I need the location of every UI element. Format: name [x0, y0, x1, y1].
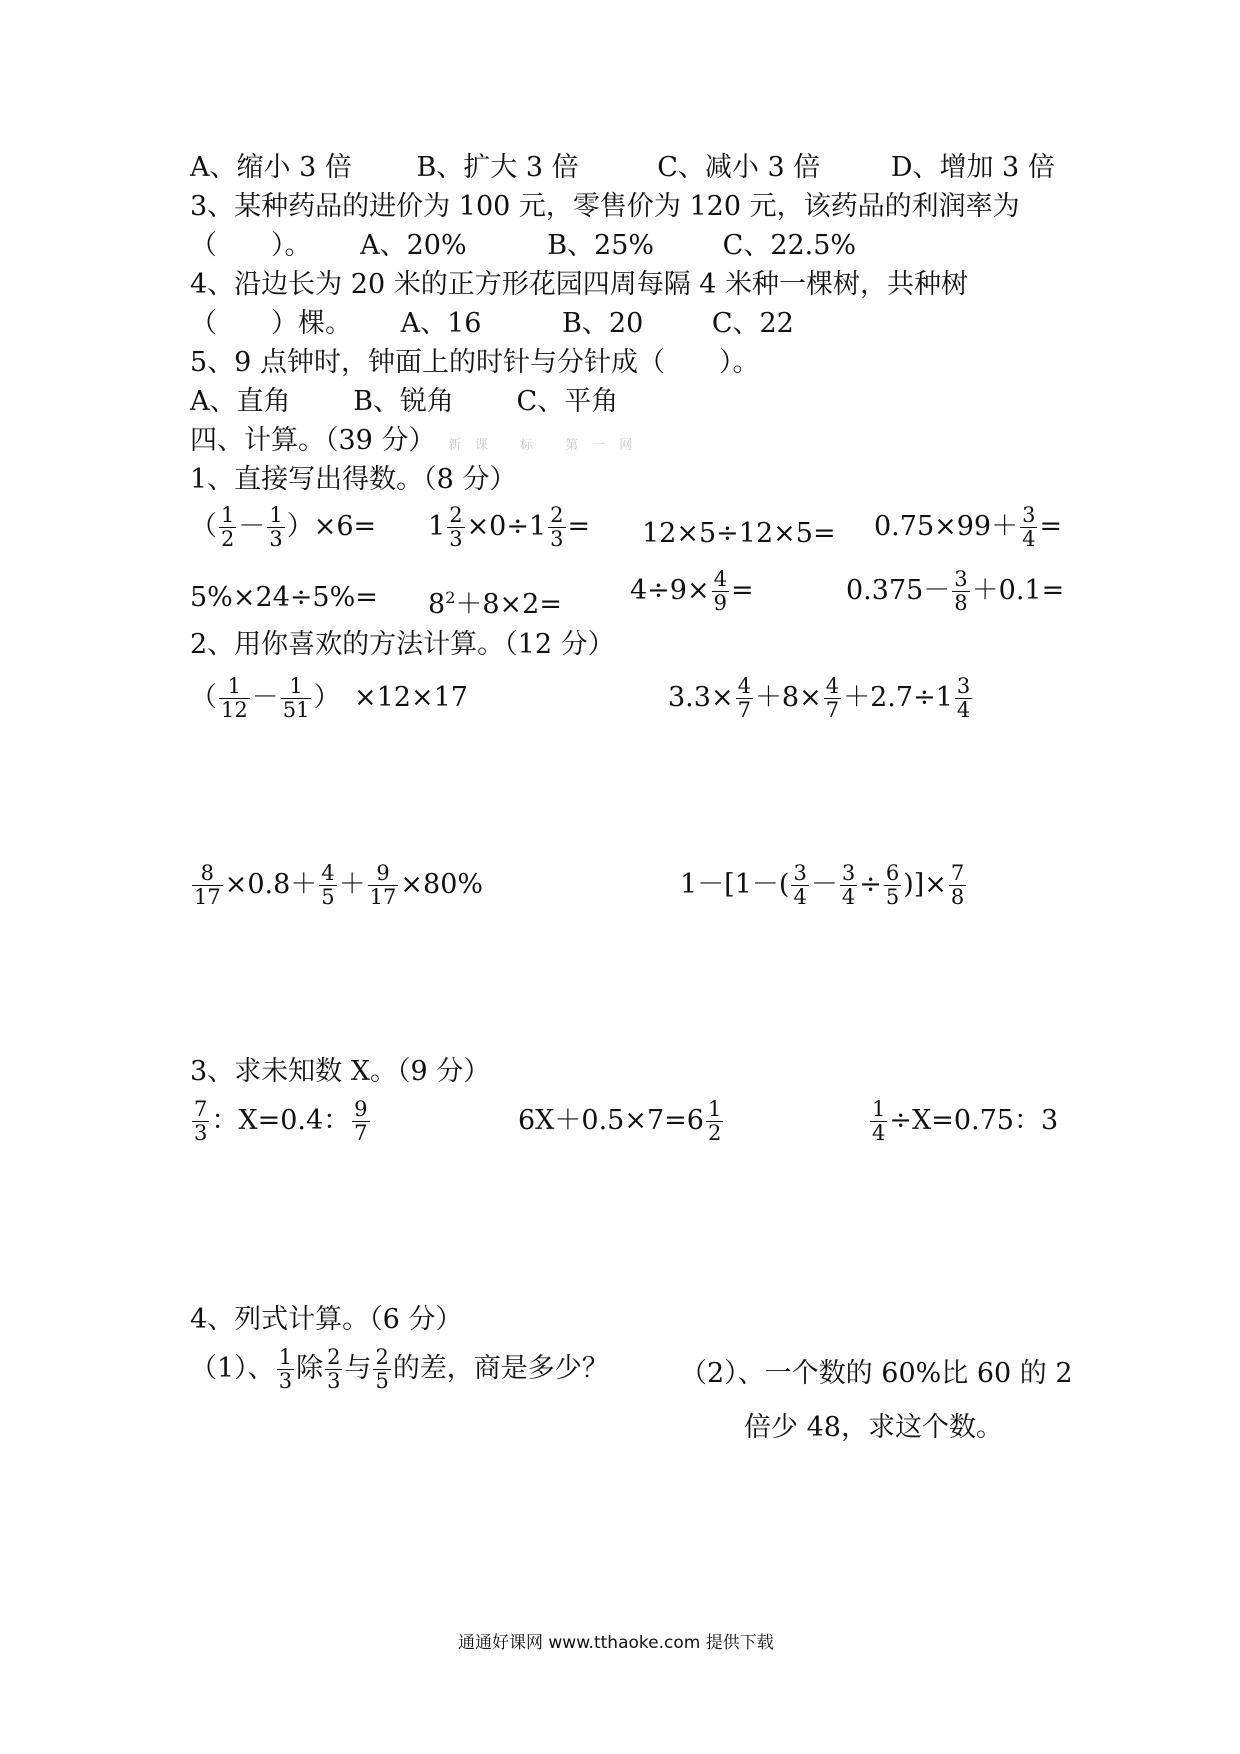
q5-option-c: C、平角 — [516, 386, 619, 417]
q3-stem: 3、某种药品的进价为 100 元，零售价为 120 元，该药品的利润率为 — [190, 191, 1020, 222]
q4-stem: 4、沿边长为 20 米的正方形花园四周每隔 4 米种一棵树，共种树 — [190, 269, 969, 300]
page-footer: 通通好课网 www.tthaoke.com 提供下载 — [458, 1633, 774, 1653]
part1-expr-3: 12×5÷12×5= — [642, 518, 836, 549]
q4-option-b: B、20 — [562, 308, 644, 339]
part4-p1-suffix: 的差，商是多少？ — [392, 1353, 609, 1384]
q3-blank: （ ）。 — [190, 230, 312, 261]
part4-problem-2-line1: （2）、一个数的 60%比 60 的 2 — [680, 1358, 1073, 1389]
q4-choices — [190, 306, 794, 342]
part1-expr-6: $8^2+8\times 2=$ — [428, 588, 562, 620]
part4-title: 4、列式计算。（6 分） — [190, 1304, 463, 1335]
q2-option-d: D、增加 3 倍 — [890, 152, 1055, 183]
part4-p1-word-divide: 除 — [296, 1353, 324, 1384]
part4-problem-1: （1）、 $\frac{1}{3}$ 除 $\frac{2}{3}$ 与 $\frac{2}{5}$ 的差，商是多少？ — [190, 1345, 609, 1393]
part4-p1-prefix: （1）、 — [190, 1353, 275, 1384]
q2-option-c: C、减小 3 倍 — [657, 152, 821, 183]
section4-title: 四、计算。（39 分） — [190, 425, 436, 456]
q4-option-c: C、22 — [711, 308, 794, 339]
part1-expr-2: 1 $\frac{2}{3}$ ×0÷1 $\frac{2}{3}$ = — [428, 503, 591, 551]
q5-choices — [190, 384, 618, 420]
q4-option-a: A、16 — [400, 308, 482, 339]
q3-choices — [190, 228, 856, 264]
part2-expr-3: $\frac{8}{17}$ ×0.8＋ $\frac{4}{5}$ ＋ $\frac{9}{17}$ ×80% — [194, 861, 484, 909]
part1-expr-4: 0.75×99＋ $\frac{3}{4}$ = — [874, 503, 1063, 551]
q4-blank: （ ）棵。 — [190, 308, 352, 339]
part2-title: 2、用你喜欢的方法计算。（12 分） — [190, 629, 615, 660]
part4-p1-word-and: 与 — [344, 1353, 372, 1384]
part4-problem-2-line2: 倍少 48，求这个数。 — [744, 1412, 1003, 1443]
watermark-text: 新课 标 第一网 — [448, 438, 647, 453]
part2-expr-1: （ $\frac{1}{12}$ － $\frac{1}{51}$ ） ×12×17 — [190, 674, 468, 722]
part3-title: 3、求未知数 X。（9 分） — [190, 1056, 491, 1087]
q2-option-b: B、扩大 3 倍 — [416, 152, 579, 183]
part1-expr-1: （ $\frac{1}{2}$ － $\frac{1}{3}$ ）×6= — [190, 503, 377, 551]
q2-option-a: A、缩小 3 倍 — [190, 152, 352, 183]
part2-expr-4: 1－[1－( $\frac{3}{4}$ － $\frac{3}{4}$ ÷ $\frac{6}{5}$ )]× $\frac{7}{8}$ — [680, 861, 965, 909]
q5-stem: 5、9 点钟时，钟面上的时针与分针成（ ）。 — [190, 347, 760, 378]
part3-eq-2: 6X＋0.5×7=6 $\frac{1}{2}$ — [518, 1097, 722, 1145]
part1-expr-8: 0.375－ $\frac{3}{8}$ ＋0.1= — [846, 567, 1065, 615]
q3-option-b: B、25% — [547, 230, 655, 261]
q2-options — [190, 150, 1055, 186]
part3-eq-3: $\frac{1}{4}$ ÷X=0.75：3 — [872, 1097, 1059, 1145]
q3-option-a: A、20% — [360, 230, 467, 261]
part2-expr-2: 3.3× $\frac{4}{7}$ ＋8× $\frac{4}{7}$ ＋2.7÷1 $\frac{3}{4}$ — [668, 674, 971, 722]
part1-expr-7: 4÷9× $\frac{4}{9}$ = — [630, 567, 754, 615]
q5-option-b: B、锐角 — [353, 386, 454, 417]
part1-expr-5: 5%×24÷5%= — [190, 582, 378, 613]
part3-eq-1: $\frac{7}{3}$ ：X=0.4： $\frac{9}{7}$ — [194, 1097, 368, 1145]
q3-option-c: C、22.5% — [722, 230, 857, 261]
part1-title: 1、直接写出得数。（8 分） — [190, 464, 517, 495]
q5-option-a: A、直角 — [190, 386, 291, 417]
